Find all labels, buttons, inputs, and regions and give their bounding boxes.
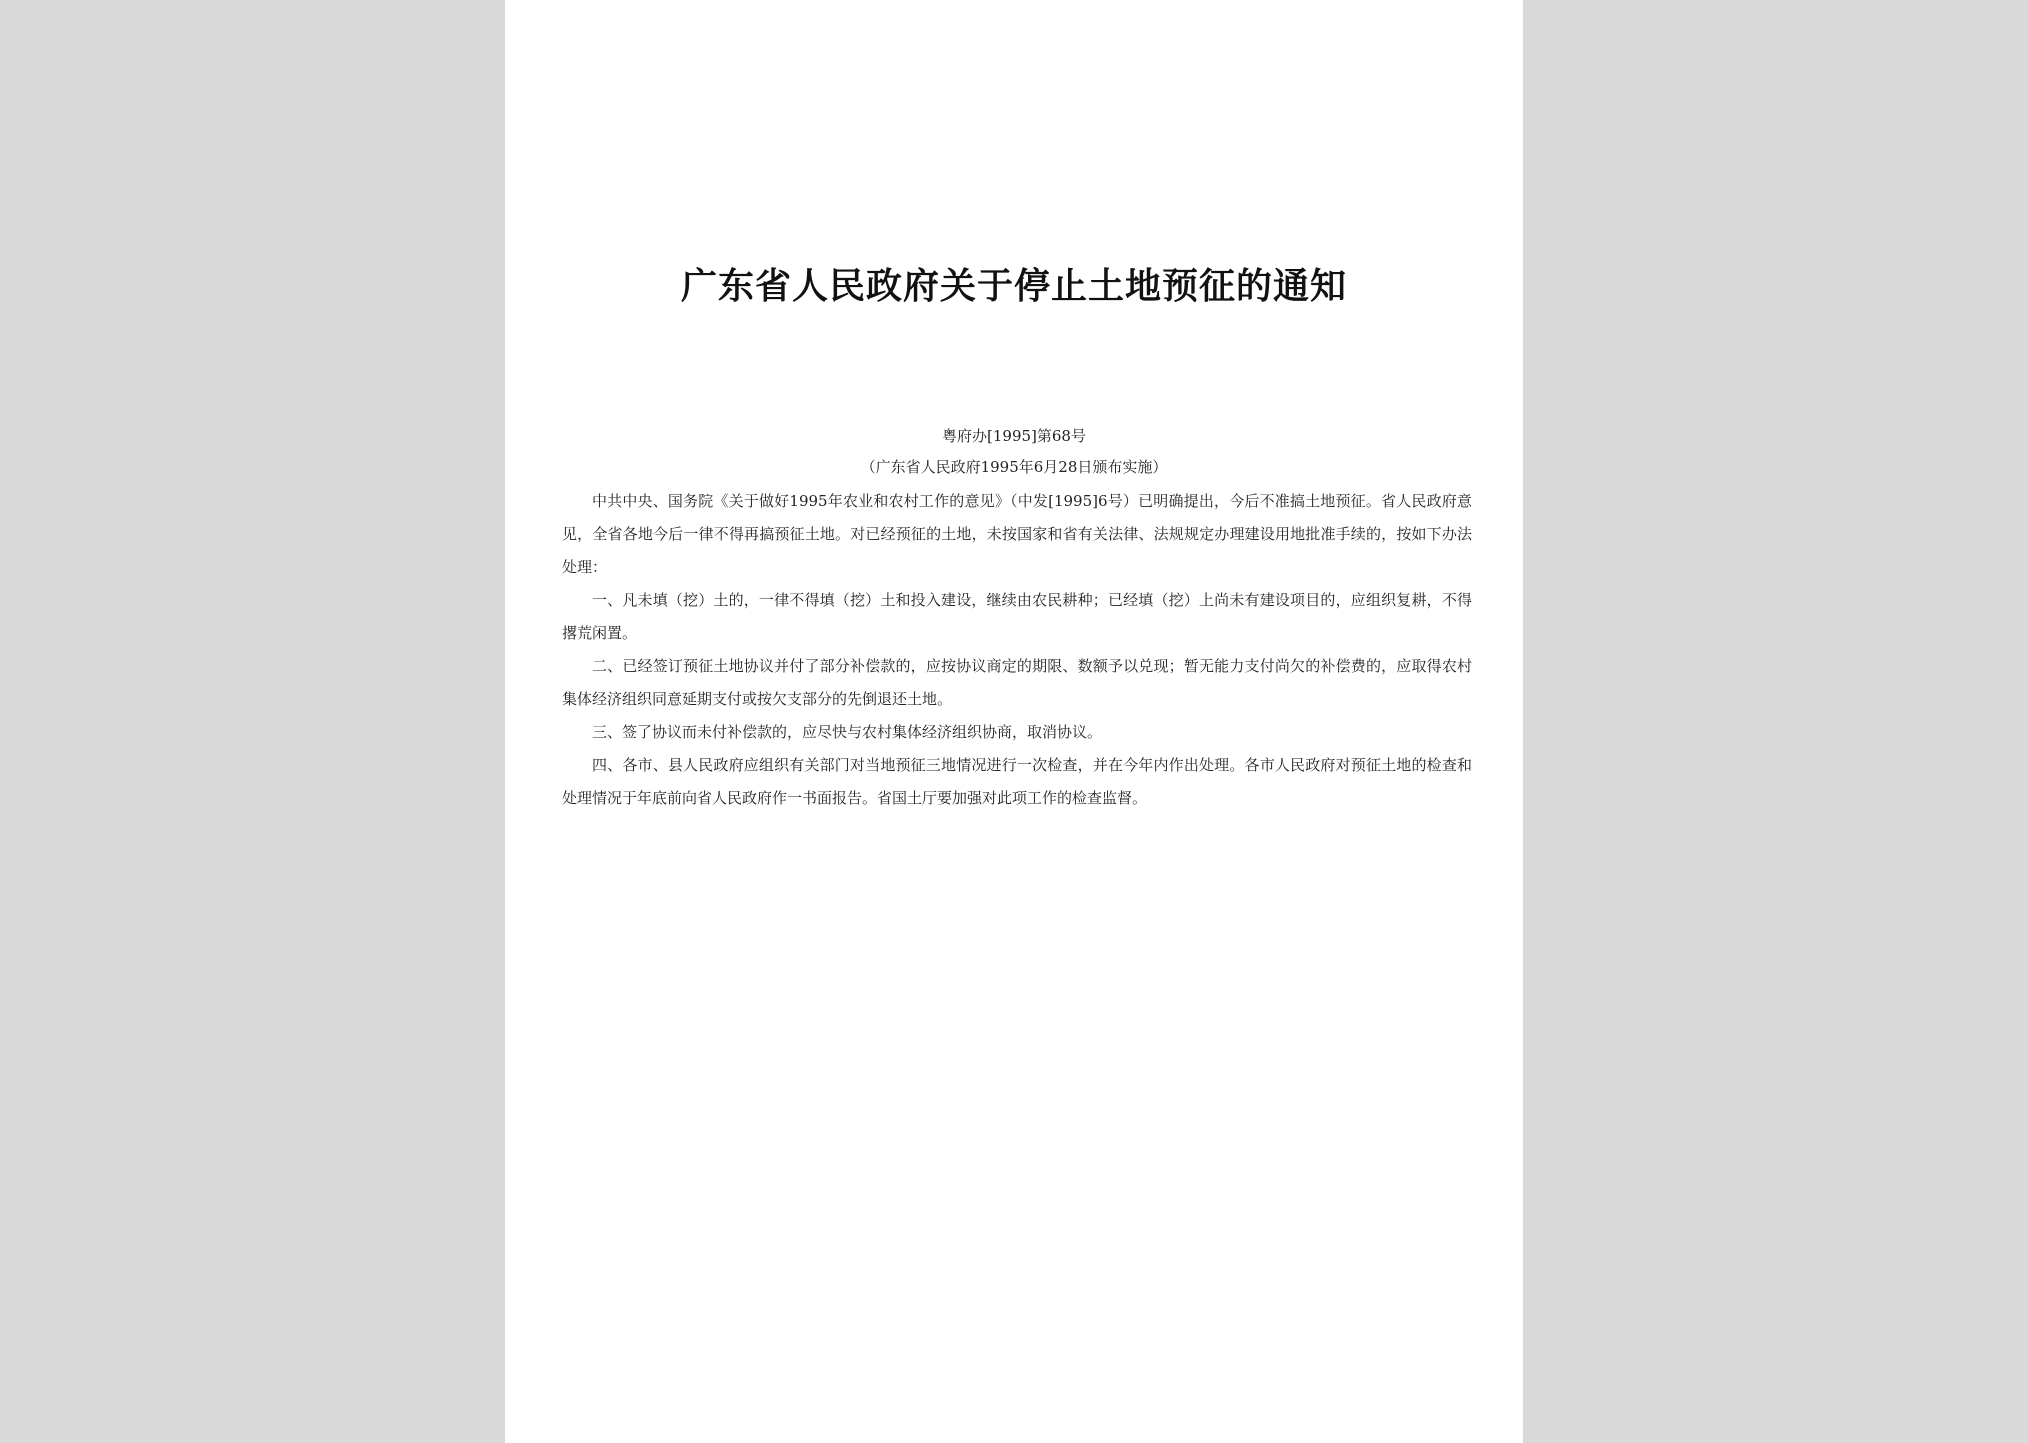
- body-paragraph-item-4: 四、各市、县人民政府应组织有关部门对当地预征三地情况进行一次检查，并在今年内作出处理。各市人民政府对预征土地的检查和处理情况于年底前向省人民政府作一书面报告。省国土厅要加强对此项工作的检查监督。: [562, 756, 1472, 807]
- document-title: 广东省人民政府关于停止土地预征的通知: [680, 265, 1347, 307]
- document-page: [505, 0, 1523, 1443]
- body-paragraph-intro: 中共中央、国务院《关于做好1995年农业和农村工作的意见》（中发[1995]6号）已明确提出，今后不准搞土地预征。省人民政府意见，全省各地今后一律不得再搞预征土地。对已经预征的土地，未按国家和省有关法律、法规规定办理建设用地批准手续的，按如下办法处理：: [562, 492, 1472, 576]
- document-number: 粤府办[1995]第68号: [942, 427, 1086, 445]
- body-paragraph-item-2: 二、已经签订预征土地协议并付了部分补偿款的，应按协议商定的期限、数额予以兑现；暂无能力支付尚欠的补偿费的，应取得农村集体经济组织同意延期支付或按欠支部分的先倒退还土地。: [562, 657, 1472, 708]
- document-body: [562, 485, 1472, 815]
- body-paragraph-item-3: 三、签了协议而未付补偿款的，应尽快与农村集体经济组织协商，取消协议。: [592, 723, 1103, 741]
- body-paragraph-item-1: 一、凡未填（挖）土的，一律不得填（挖）土和投入建设，继续由农民耕种；已经填（挖）上尚未有建设项目的，应组织复耕，不得撂荒闲置。: [562, 591, 1472, 642]
- issue-date-note: （广东省人民政府1995年6月28日颁布实施）: [860, 458, 1168, 476]
